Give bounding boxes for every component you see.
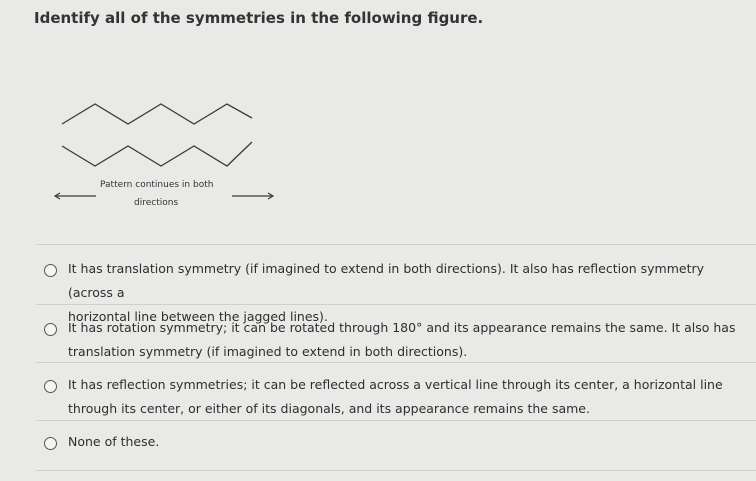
answer-option-4[interactable] xyxy=(44,434,749,454)
figure-caption-line2: directions xyxy=(134,198,179,208)
option-3-line-2: through its center, or either of its diagonals, and its appearance remains the same. xyxy=(68,401,590,416)
divider xyxy=(36,304,756,305)
answer-option-2[interactable] xyxy=(44,320,749,364)
option-3-line-1: It has reflection symmetries; it can be reflected across a vertical line through its center, a horizontal line xyxy=(68,377,723,392)
radio-button[interactable] xyxy=(44,380,57,393)
question-text: Identify all of the symmetries in the following figure. xyxy=(34,9,484,27)
lower-zigzag-line xyxy=(62,142,252,166)
divider xyxy=(36,244,756,245)
option-4-line-1: None of these. xyxy=(68,434,160,449)
divider xyxy=(36,470,756,471)
radio-button[interactable] xyxy=(44,323,57,336)
answer-option-3[interactable] xyxy=(44,377,749,421)
option-2-line-1: It has rotation symmetry; it can be rotated through 180° and its appearance remains the same. It also has xyxy=(68,320,736,335)
upper-zigzag-line xyxy=(62,104,252,124)
divider xyxy=(36,420,756,421)
radio-button[interactable] xyxy=(44,437,57,450)
option-1-line-1: It has translation symmetry (if imagined to extend in both directions). It also has reflection symmetry (across a xyxy=(68,261,705,300)
option-1-line-2: horizontal line between the jagged lines). xyxy=(68,309,328,324)
option-2-line-2: translation symmetry (if imagined to extend in both directions). xyxy=(68,344,468,359)
radio-button[interactable] xyxy=(44,264,57,277)
divider xyxy=(36,362,756,363)
figure-caption-line1: Pattern continues in both xyxy=(100,180,214,190)
